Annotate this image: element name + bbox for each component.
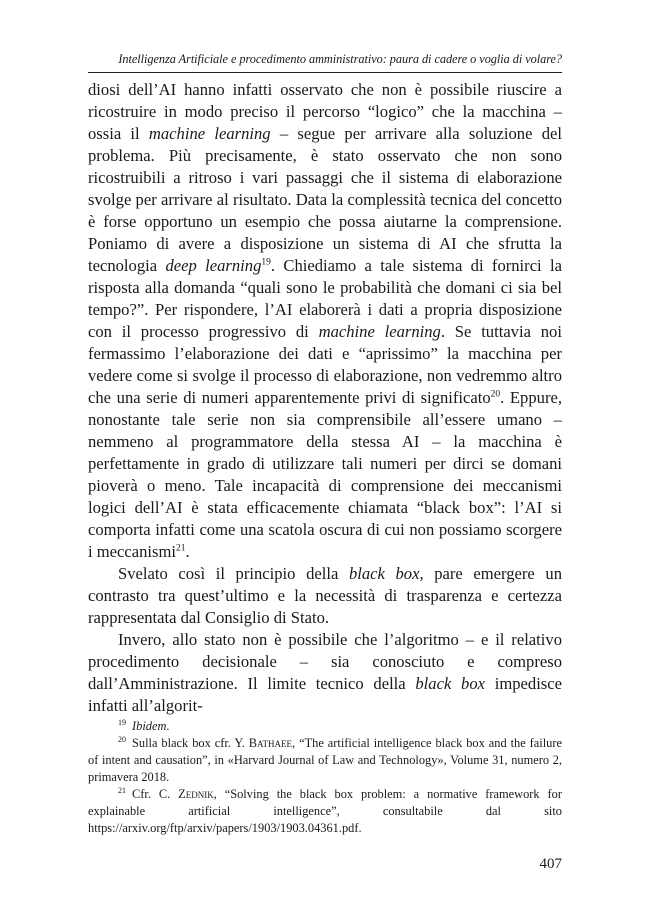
footnote-ref: 19 xyxy=(118,717,126,727)
footnote xyxy=(88,735,562,786)
italic-text: deep learning xyxy=(165,256,262,275)
footnotes xyxy=(88,718,562,837)
footnote-ref: 20 xyxy=(490,389,501,400)
body-paragraph xyxy=(88,629,562,717)
italic-text: machine learning xyxy=(148,124,271,143)
text-run: . xyxy=(166,719,170,733)
italic-text: black box xyxy=(348,564,420,583)
text-run: impedisce infatti all’algorit- xyxy=(88,674,562,715)
footnote xyxy=(88,786,562,837)
main-text xyxy=(88,79,562,717)
footnote-ref: 21 xyxy=(118,785,126,795)
text-run: . Eppure, nonostante tale serie non sia comprensibile all’essere umano – nemmeno al programmatore della stessa AI – la macchina è perfettamente in grado di utilizzare tali numeri per dirci se domani pioverà o meno. Tale incapacità di comprensione dei meccanismi logici dell’AI è stata efficacemente chiamata “black box”: l’AI si comporta infatti come una scatola oscura di cui non possiamo scorgere i meccanismi xyxy=(88,388,562,561)
text-run: Svelato così il principio della xyxy=(118,564,349,583)
author-name: Zednik xyxy=(178,787,214,801)
text-run: . xyxy=(185,542,190,561)
text-run: , “The artificial intelligence black box and the failure of intent and causation”, in «Harvard Journal of Law and Technology», Volume 31, numero 2, primavera 2018. xyxy=(88,736,563,784)
text-run: , “Solving the black box problem: a normative framework for explainable artificial intelligence”, consultabile dal sito https://arxiv.org/ftp/arxiv/papers/1903/1903.04361.pdf. xyxy=(88,787,562,835)
body-paragraph xyxy=(88,79,562,563)
footnote-ref: 20 xyxy=(118,734,126,744)
footnote xyxy=(88,718,562,735)
header-rule xyxy=(88,72,562,73)
footnote-ref: 19 xyxy=(261,257,271,268)
text-run: Sulla black box cfr. Y. xyxy=(132,736,249,750)
page-number: 407 xyxy=(539,856,562,872)
footnote-ref: 21 xyxy=(176,543,186,554)
running-head: Intelligenza Artificiale e procedimento amministrativo: paura di cadere o voglia di volare? xyxy=(118,52,562,66)
text-run: – segue per arrivare alla soluzione del problema. Più precisamente, è stato osservato che non sono ricostruibili a ritroso i vari passaggi che il sistema di elaborazione svolge per arrivare al risultato. Data la complessità tecnica del concetto è forse opportuno un esempio che possa aiutarne la comprensione. Poniamo di avere a disposizione un sistema di AI che sfrutta la tecnologia xyxy=(88,124,562,275)
text-run: . Se tuttavia noi fermassimo l’elaborazione dei dati e “aprissimo” la macchina per vedere come si svolge il processo di elaborazione, non vedremmo altro che una serie di numeri apparentemente privi di significato xyxy=(88,322,562,407)
italic-text: machine learning xyxy=(318,322,441,341)
text-run: . Chiediamo a tale sistema di fornirci la risposta alla domanda “quali sono le probabilità che domani ci sia bel tempo?”. Per rispondere, l’AI elaborerà i dati a propria disposizione con il processo progressivo di xyxy=(88,256,562,341)
body-paragraph xyxy=(88,563,562,629)
text-run: Cfr. C. xyxy=(132,787,179,801)
italic-text: Ibidem xyxy=(132,719,167,733)
text-run: , pare emergere un contrasto tra quest’ultimo e la necessità di trasparenza e certezza rappresentata dal Consiglio di Stato. xyxy=(88,564,562,627)
italic-text: black box xyxy=(415,674,485,693)
text-run: Invero, allo stato non è possibile che l’algoritmo – e il relativo procedimento decisionale – sia conosciuto e compreso dall’Amministrazione. Il limite tecnico della xyxy=(88,630,562,693)
text-run: diosi dell’AI hanno infatti osservato che non è possibile riuscire a ricostruire in modo preciso il percorso “logico” che la macchina – ossia il xyxy=(88,80,562,143)
author-name: Bathaee xyxy=(248,736,293,750)
